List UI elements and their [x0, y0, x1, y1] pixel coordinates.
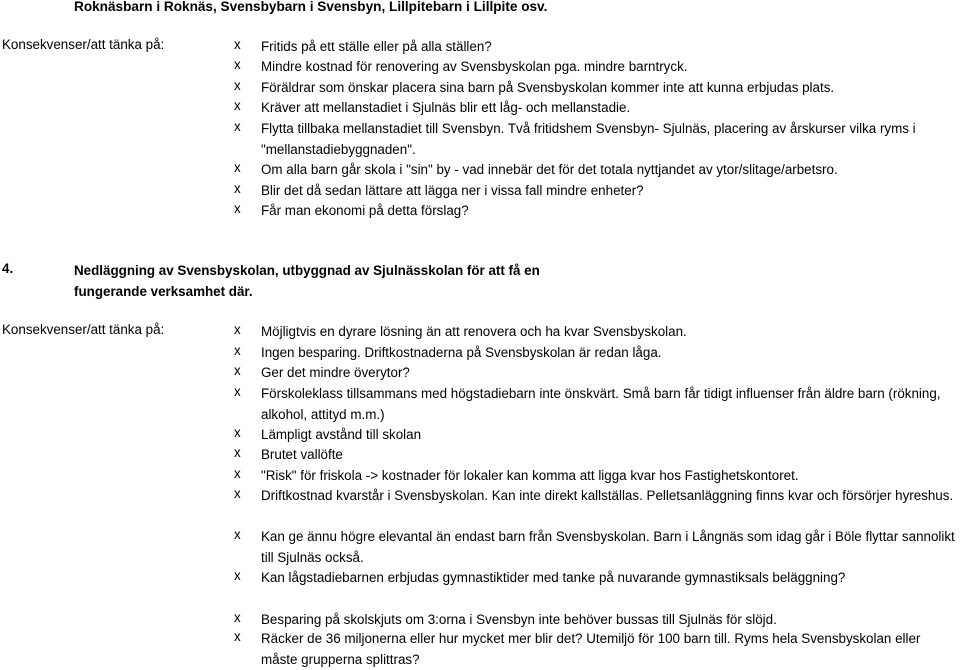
- list-item-text: Brutet vallöfte: [261, 447, 343, 462]
- bullet-marker: x: [234, 322, 241, 337]
- top-heading: Roknäsbarn i Roknäs, Svensbybarn i Svensbyn, Lillpitebarn i Lillpite osv.: [74, 0, 548, 14]
- consequences-label: Konsekvenser/att tänka på:: [2, 37, 165, 52]
- list-item-text: Besparing på skolskjuts om 3:orna i Svensbyn inte behöver bussas till Sjulnäs för slöjd.: [261, 612, 777, 627]
- bullet-marker: x: [234, 57, 241, 72]
- section-number: 4.: [2, 261, 14, 276]
- bullet-marker: x: [234, 568, 241, 583]
- list-item-text: Kan lågstadiebarnen erbjudas gymnastiktider med tanke på nuvarande gymnastiksals beläggning?: [261, 570, 846, 585]
- list-item-text: Lämpligt avstånd till skolan: [261, 427, 422, 442]
- bullet-marker: x: [234, 610, 241, 625]
- list-item-text: Ingen besparing. Driftkostnaderna på Svensbyskolan är redan låga.: [261, 345, 662, 360]
- list-item-text: Räcker de 36 miljonerna eller hur mycket mer blir det? Utemiljö för 100 barn till. Ryms hela Svensbyskolan eller måste grupperna splittras?: [261, 631, 921, 667]
- section-title: Nedläggning av Svensbyskolan, utbyggnad av Sjulnässkolan för att få en fungerande verksamhet där.: [74, 263, 540, 299]
- bullet-marker: x: [234, 37, 241, 52]
- list-item-text: "Risk" för friskola -> kostnader för lokaler kan komma att ligga kvar hos Fastighetskontoret.: [261, 468, 799, 483]
- list-item-text: Flytta tillbaka mellanstadiet till Svensbyn. Två fritidshem Svensbyn- Sjulnäs, placering av årskurser vilka ryms i "mellanstadiebyggnaden".: [261, 121, 916, 157]
- bullet-marker: x: [234, 486, 241, 501]
- list-item-text: Föräldrar som önskar placera sina barn på Svensbyskolan kommer inte att kunna erbjudas plats.: [261, 80, 835, 95]
- bullet-marker: x: [234, 343, 241, 358]
- list-item-text: Kräver att mellanstadiet i Sjulnäs blir ett låg- och mellanstadie.: [261, 100, 631, 115]
- list-item-text: Får man ekonomi på detta förslag?: [261, 203, 469, 218]
- list-item-text: Kan ge ännu högre elevantal än endast barn från Svensbyskolan. Barn i Långnäs som idag går i Böle flyttar sannolikt till Sjulnäs också.: [261, 529, 955, 565]
- list-item-text: Om alla barn går skola i "sin" by - vad innebär det för det totala nyttjandet av ytor/slitage/arbetsro.: [261, 162, 838, 177]
- list-item-text: Möjligtvis en dyrare lösning än att renovera och ha kvar Svensbyskolan.: [261, 324, 687, 339]
- bullet-marker: x: [234, 119, 241, 134]
- bullet-marker: x: [234, 98, 241, 113]
- bullet-marker: x: [234, 363, 241, 378]
- bullet-marker: x: [234, 78, 241, 93]
- list-item-text: Fritids på ett ställe eller på alla ställen?: [261, 39, 492, 54]
- list-item-text: Driftkostnad kvarstår i Svensbyskolan. Kan inte direkt kallställas. Pelletsanläggning finns kvar och försörjer hyreshus.: [261, 488, 954, 503]
- bullet-marker: x: [234, 445, 241, 460]
- bullet-marker: x: [234, 629, 241, 644]
- list-item-text: Ger det mindre överytor?: [261, 365, 410, 380]
- list-item-text: Mindre kostnad för renovering av Svensbyskolan pga. mindre barntryck.: [261, 59, 688, 74]
- bullet-marker: x: [234, 160, 241, 175]
- consequences-label: Konsekvenser/att tänka på:: [2, 322, 165, 337]
- bullet-marker: x: [234, 201, 241, 216]
- list-item-text: Förskoleklass tillsammans med högstadiebarn inte önskvärt. Små barn får tidigt influenser från äldre barn (rökning, alkohol, attityd m.m.): [261, 386, 941, 422]
- bullet-marker: x: [234, 384, 241, 399]
- bullet-marker: x: [234, 425, 241, 440]
- bullet-marker: x: [234, 466, 241, 481]
- list-item-text: Blir det då sedan lättare att lägga ner i vissa fall mindre enheter?: [261, 183, 644, 198]
- bullet-marker: x: [234, 181, 241, 196]
- bullet-marker: x: [234, 527, 241, 542]
